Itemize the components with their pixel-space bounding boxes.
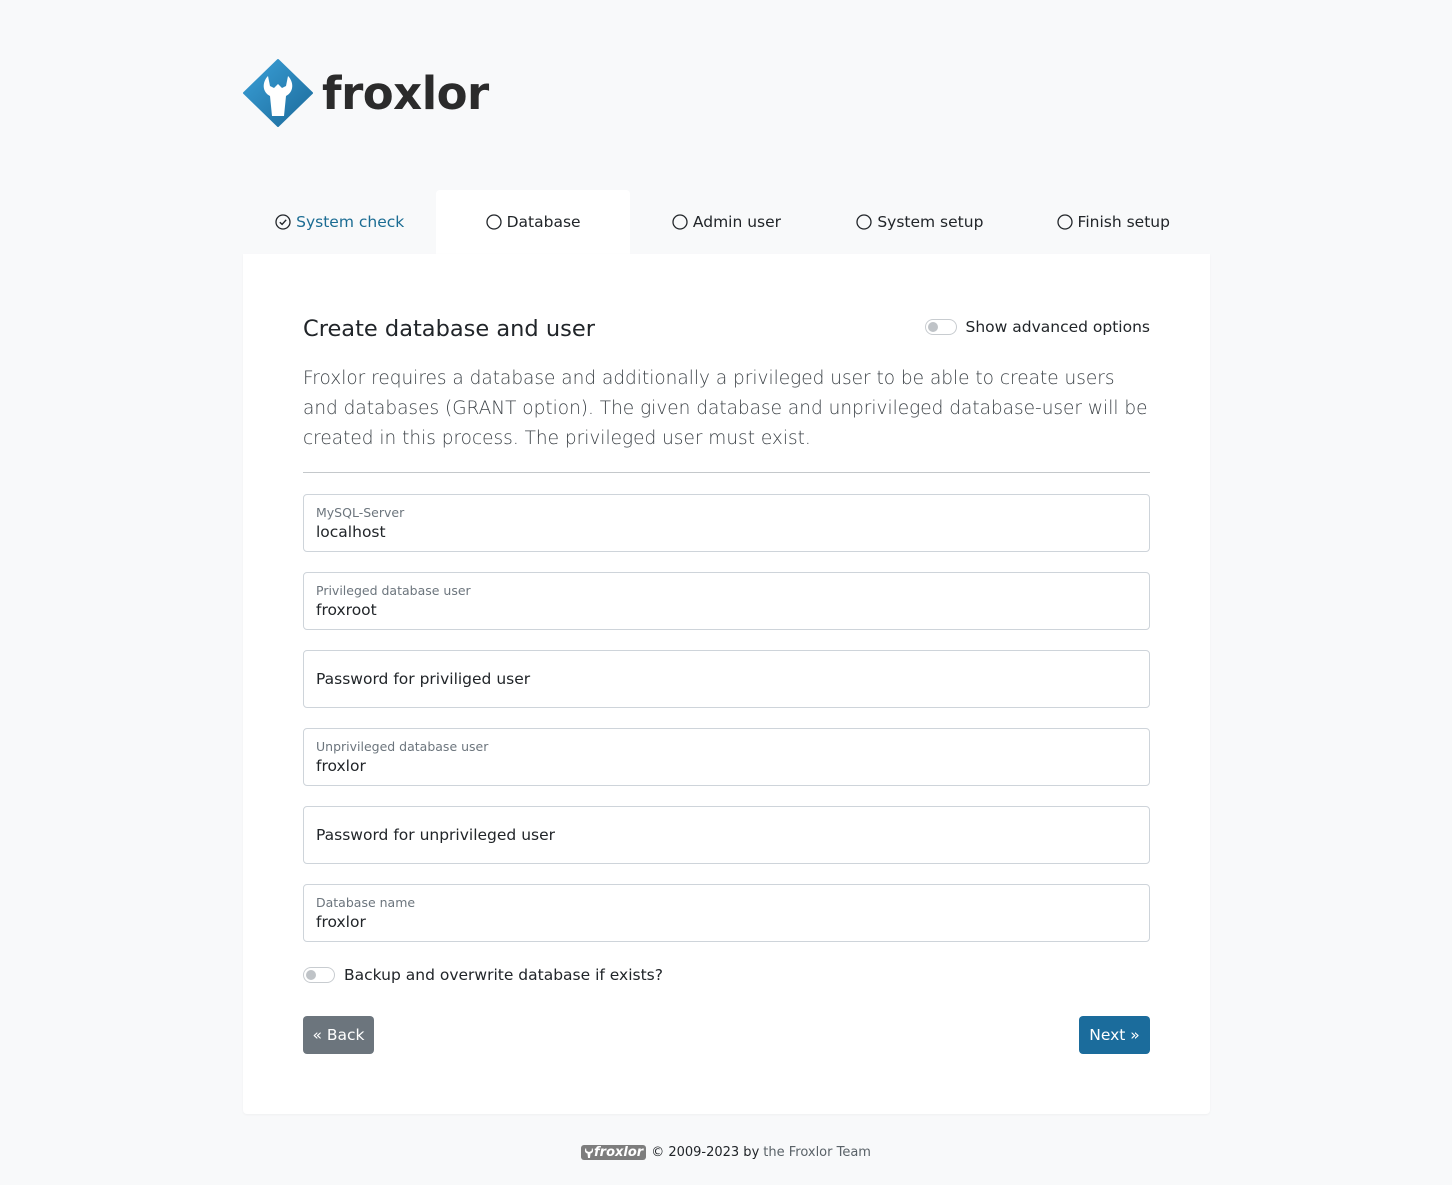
field-label: Database name <box>316 895 416 910</box>
backup-overwrite-toggle[interactable] <box>303 966 663 984</box>
field-value[interactable]: froxlor <box>316 757 366 775</box>
field-value[interactable]: froxlor <box>316 913 366 931</box>
privileged-user-field[interactable] <box>303 572 1150 630</box>
setup-steps <box>243 190 1210 254</box>
froxlor-wrench-icon <box>584 1147 594 1159</box>
toggle-switch[interactable] <box>925 319 957 335</box>
tab-label: Admin user <box>692 213 782 231</box>
database-name-field[interactable] <box>303 884 1150 942</box>
tab-finish-setup[interactable] <box>1017 190 1210 254</box>
field-label: MySQL-Server <box>316 505 405 520</box>
footer <box>0 1145 1452 1160</box>
next-button[interactable]: Next » <box>1079 1016 1150 1054</box>
tab-label: Finish setup <box>1077 213 1170 231</box>
privileged-password-field[interactable] <box>303 650 1150 708</box>
advanced-options-label: Show advanced options <box>965 318 1150 336</box>
field-value[interactable]: localhost <box>316 523 386 541</box>
tab-label: Database <box>506 213 581 231</box>
froxlor-wrench-icon <box>242 58 314 128</box>
tab-database[interactable] <box>436 190 629 254</box>
brand-name: froxlor <box>322 66 489 120</box>
intro-text: Froxlor requires a database and additionally a privileged user to be able to create users and databases (GRANT option). The given database and unprivileged database-user will be created in this process. The privileged user must exist. <box>303 368 1148 449</box>
field-placeholder[interactable]: Password for priviliged user <box>316 670 531 688</box>
mysql-server-field[interactable] <box>303 494 1150 552</box>
database-setup-card <box>243 254 1210 1114</box>
froxlor-logo <box>242 58 489 128</box>
back-button[interactable]: « Back <box>303 1016 374 1054</box>
field-placeholder[interactable]: Password for unprivileged user <box>316 826 556 844</box>
field-label: Unprivileged database user <box>316 739 489 754</box>
advanced-options-toggle[interactable] <box>925 318 1151 336</box>
circle-icon <box>486 214 502 230</box>
circle-icon <box>1057 214 1073 230</box>
tab-system-setup[interactable] <box>823 190 1016 254</box>
circle-icon <box>672 214 688 230</box>
unprivileged-password-field[interactable] <box>303 806 1150 864</box>
toggle-switch[interactable] <box>303 967 335 983</box>
footer-logo-badge <box>581 1145 646 1160</box>
field-value[interactable]: froxroot <box>316 601 377 619</box>
tab-label: System setup <box>877 213 984 231</box>
tab-admin-user[interactable] <box>630 190 823 254</box>
page-title: Create database and user <box>303 316 595 342</box>
circle-icon <box>856 214 872 230</box>
footer-brand: froxlor <box>594 1145 644 1160</box>
team-link[interactable]: the Froxlor Team <box>763 1145 871 1160</box>
copyright-text: © 2009-2023 by <box>651 1145 760 1160</box>
backup-overwrite-label: Backup and overwrite database if exists? <box>344 966 663 984</box>
field-label: Privileged database user <box>316 583 471 598</box>
unprivileged-user-field[interactable] <box>303 728 1150 786</box>
tab-label: System check <box>296 213 405 231</box>
divider <box>303 472 1150 473</box>
check-circle-icon <box>275 214 291 230</box>
tab-system-check[interactable] <box>243 190 436 254</box>
